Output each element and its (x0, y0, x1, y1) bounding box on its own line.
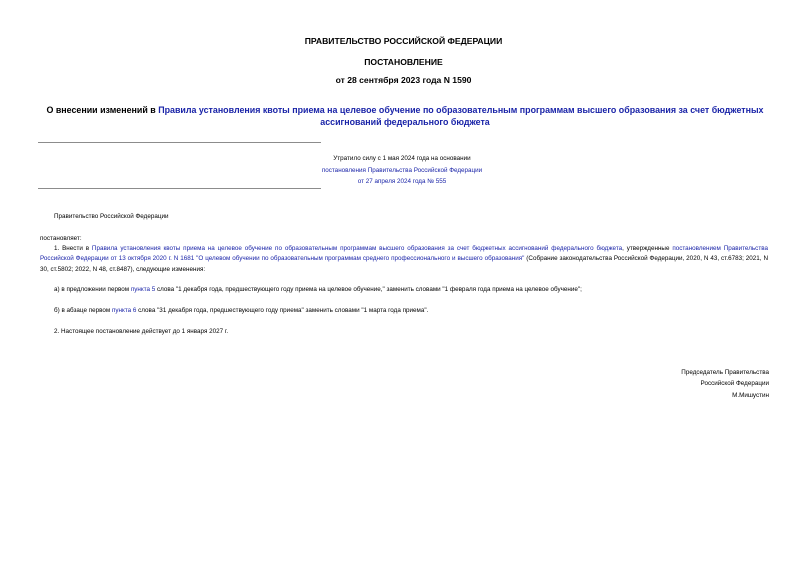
item-2: 2. Настоящее постановление действует до 1 января 2027 г. (54, 328, 229, 335)
subject-rules-link[interactable]: Правила установления квоты приема на целевое обучение по образовательным программам высшего образования за счет бюджетных ассигнований федерального бюджета (158, 105, 764, 127)
item-a-link[interactable]: пункта 5 (130, 286, 156, 293)
item-b (54, 306, 768, 316)
item-1-middle: , утвержденные (622, 245, 673, 252)
signature-name: М.Мишустин (732, 391, 769, 399)
government-title: ПРАВИТЕЛЬСТВО РОССИЙСКОЙ ФЕДЕРАЦИИ (304, 36, 503, 46)
signature-block (569, 367, 769, 401)
document-type: ПОСТАНОВЛЕНИЕ (364, 57, 443, 67)
decides-word: постановляет: (40, 235, 82, 242)
validity-decree-date-link[interactable]: от 27 апреля 2024 года № 555 (357, 178, 447, 185)
item-1 (40, 244, 768, 275)
item-b-prefix: б) в абзаце первом (54, 307, 112, 314)
document-date-number: от 28 сентября 2023 года N 1590 (335, 75, 472, 85)
item-1-rules-link[interactable]: Правила установления квоты приема на целевое обучение по образовательным программам высшего образования за счет бюджетных ассигнований федерального бюджета (91, 245, 623, 252)
validity-note-line1: Утратило силу с 1 мая 2024 года на основании (333, 155, 471, 162)
signature-title: Председатель Правительства (681, 369, 769, 376)
divider-bottom (38, 188, 321, 189)
divider-top (38, 142, 321, 143)
item-1-decree-link[interactable]: постановлением Правительства Российской Федерации от 13 октября 2020 г. N 1681 "О целевом обучении по образовательным программам среднего профессионального и высшего образования" (40, 245, 768, 263)
item-1-prefix: 1. Внести в (54, 245, 92, 252)
signature-organization: Российской Федерации (700, 380, 769, 388)
issuer: Правительство Российской Федерации (54, 213, 169, 220)
item-b-link[interactable]: пункта 6 (111, 307, 137, 314)
item-a (54, 285, 768, 295)
document-subject (40, 104, 770, 128)
subject-prefix: О внесении изменений в (46, 105, 159, 115)
item-b-suffix: слова "31 декабря года, предшествующего году приема" заменить словами "1 марта года приема". (136, 307, 429, 314)
validity-note (40, 153, 764, 188)
item-a-prefix: а) в предложении первом (54, 286, 131, 293)
item-a-suffix: слова "1 декабря года, предшествующего году приема на целевое обучение," заменить словами "1 февраля года приема на целевое обучение"; (155, 286, 582, 293)
validity-decree-link[interactable]: постановления Правительства Российской Федерации (321, 166, 483, 174)
item-1-suffix: (Собрание законодательства Российской Федерации, 2020, N 43, ст.6783; 2021, N 30, ст.5802; 2022, N 48, ст.8487), следующие изменения: (40, 255, 768, 273)
